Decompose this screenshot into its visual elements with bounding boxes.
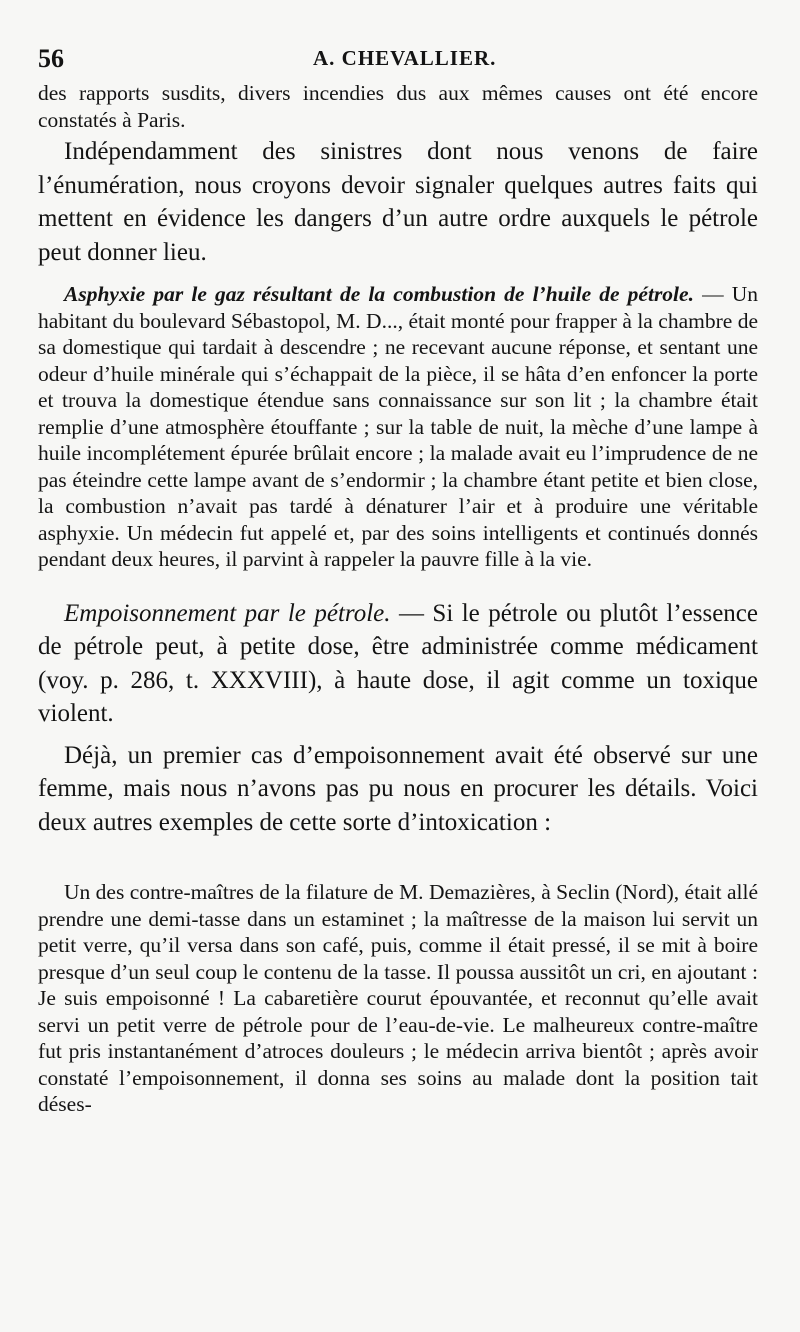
- paragraph-seclin-case: Un des contre-maîtres de la filature de M. Demazières, à Seclin (Nord), était allé prendre une demi-tasse dans un estaminet ; la maîtresse de la maison lui servit un petit verre, qu’il versa dans son café, puis, comme il était pressé, il se mit à boire presque d’un seul coup le contenu de la tasse. Il poussa aussitôt un cri, en ajoutant : Je suis empoisonné ! La cabaretière courut épouvantée, et reconnut qu’elle avait servi un petit verre de pétrole pour de l’eau-de-vie. Le malheureux contre-maître fut pris instantanément d’atroces douleurs ; le médecin arriva bientôt ; après avoir constaté l’empoisonnement, il donna ses soins au malade dont la position tait déses-: [38, 880, 758, 1116]
- poisoning-text: — Si le pétrole ou plutôt l’essence de pétrole peut, à petite dose, être administrée comme médicament (voy. p. 286, t. XXXVIII), à haute dose, il agit comme un toxique violent.: [38, 599, 758, 727]
- paragraph-poisoning: [38, 597, 758, 731]
- paragraph-first-case: Déjà, un premier cas d’empoisonnement avait été observé sur une femme, mais nous n’avons pas pu nous en procurer les détails. Voici deux autres exemples de cette sorte d’intoxication :: [38, 741, 758, 836]
- paragraph-continuation: des rapports susdits, divers incendies dus aux mêmes causes ont été encore constatés à Paris.: [38, 81, 758, 132]
- asphyxia-text: — Un habitant du boulevard Sébastopol, M. D..., était monté pour frapper à la chambre de sa domestique qui tardait à descendre ; ne recevant aucune réponse, et sentant une odeur d’huile minérale qui s’échappait de la pièce, il se hâta d’en enfoncer la porte et trouva la domestique étendue sans connaissance sur son lit ; la chambre était remplie d’une atmosphère étouffante ; sur la table de nuit, la mèche d’une lampe à huile incomplétement épurée brûlait encore ; la malade avait eu l’imprudence de ne pas éteindre cette lampe avant de s’endormir ; la chambre étant petite et bien close, la combustion n’avait pas tardé à dénaturer l’air et à produire une véritable asphyxie. Un médecin fut appelé et, par des soins intelligents et continués donnés pendant deux heures, il parvint à rappeler la pauvre fille à la vie.: [38, 282, 759, 571]
- running-title: A. CHEVALLIER.: [313, 46, 497, 70]
- running-head: [38, 40, 758, 80]
- paragraph-asphyxia: [38, 281, 758, 573]
- asphyxia-heading: Asphyxie par le gaz résultant de la combustion de l’huile de pétrole.: [64, 282, 694, 306]
- page-number: 56: [38, 44, 64, 73]
- poisoning-heading: Empoisonnement par le pétrole.: [64, 599, 391, 627]
- paragraph-intro: Indépendamment des sinistres dont nous venons de faire l’énumération, nous croyons devoir signaler quelques autres faits qui mettent en évidence les dangers d’un autre ordre auxquels le pétrole peut donner lieu.: [38, 138, 758, 266]
